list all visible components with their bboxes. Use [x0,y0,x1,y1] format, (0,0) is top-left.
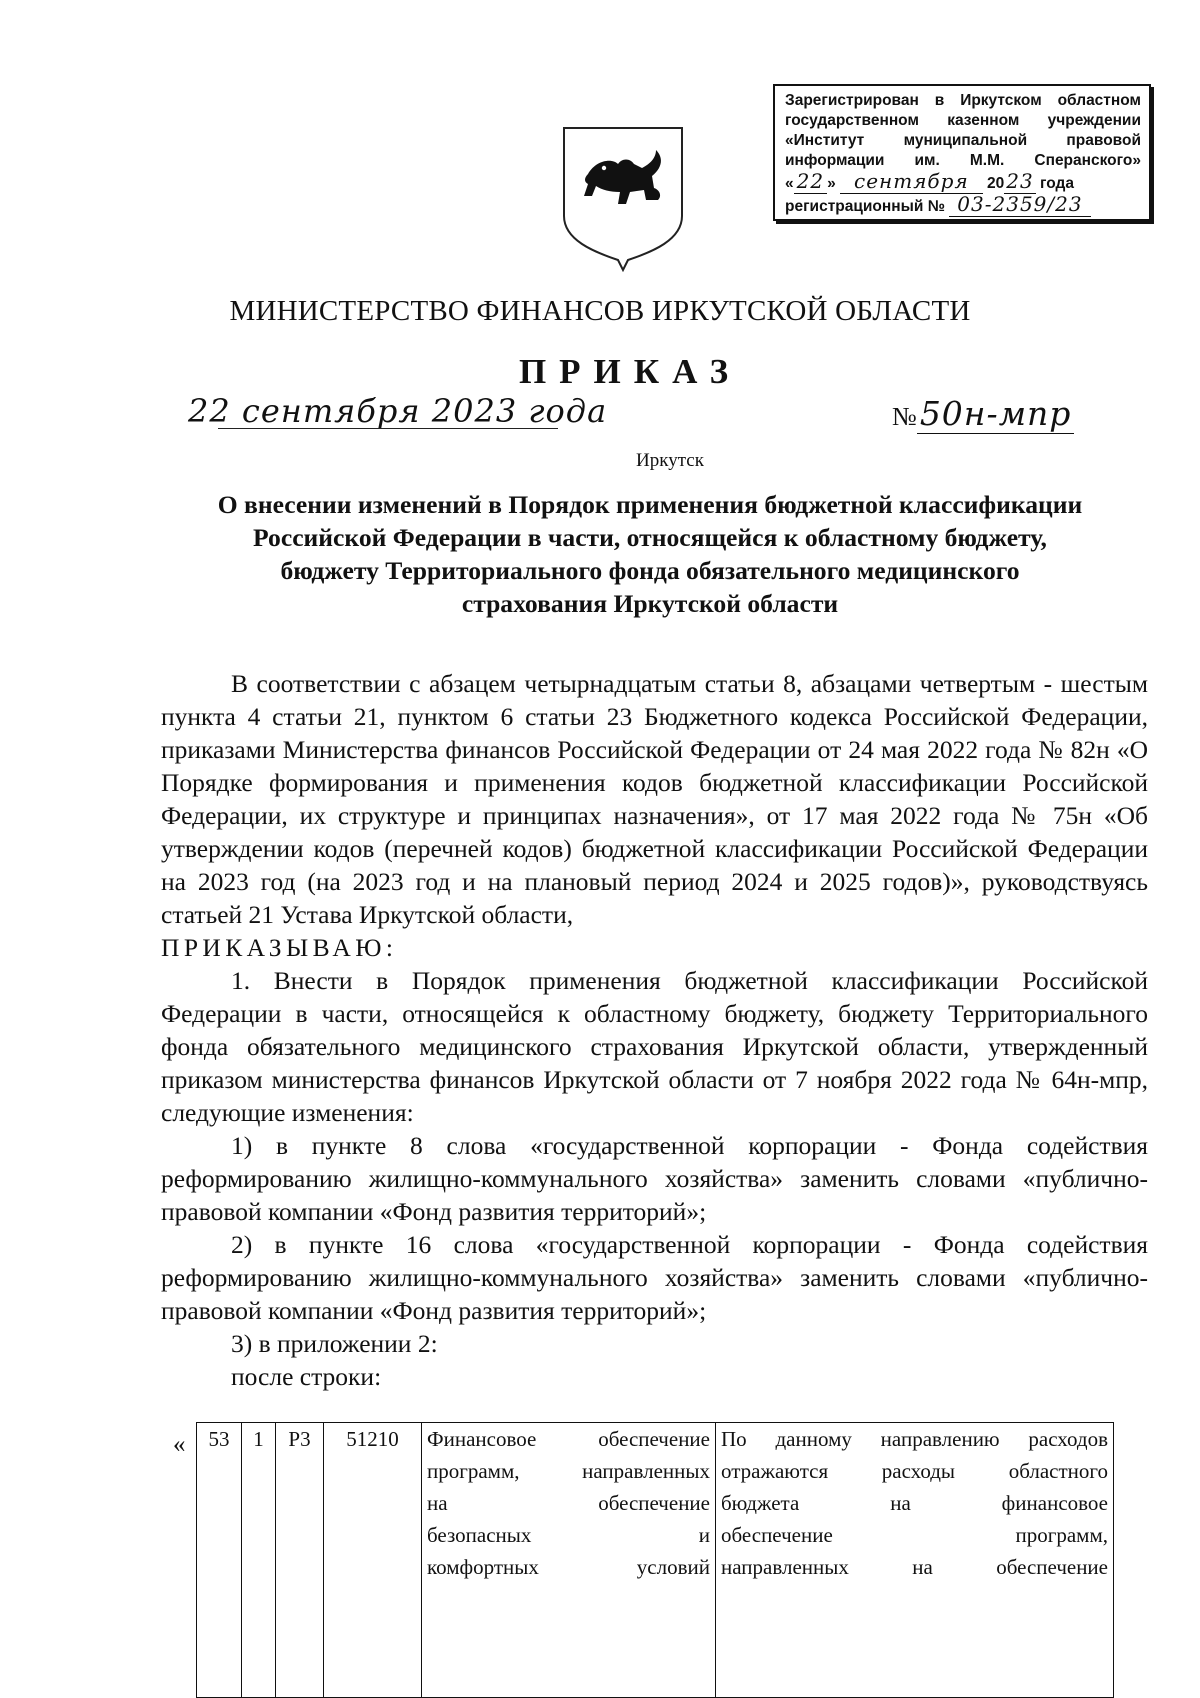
description-line: отражаются расходы областного [721,1459,1108,1483]
item-1-paragraph: 1. Внести в Порядок применения бюджетной классификации Российской Федерации в части, относящейся к областному бюджету, бюджету Территориального фонда обязательного медицинского страхования Иркутской области, утвержденный приказом министерства финансов Иркутской области от 7 ноября 2022 года № 64н-мпр, следующие изменения: [161,966,1148,1127]
order-date-handwritten: 22 сентября 2023 года [188,392,608,430]
ministry-name: МИНИСТЕРСТВО ФИНАНСОВ ИРКУТСКОЙ ОБЛАСТИ [229,295,971,327]
stamp-reg-label: регистрационный № [785,198,945,215]
stamp-reg-row [785,194,1141,217]
date-underline [218,428,558,429]
stamp-year-prefix: 20 [987,175,1005,192]
title-line: О внесении изменений в Порядок применения бюджетной классификации [217,490,1083,519]
table-row [197,1423,1114,1698]
order-number [892,394,1074,433]
stamp-line: Зарегистрирован в Иркутском областном [785,92,1141,109]
stamp-line: государственном казенном учреждении [785,112,1141,129]
code-cell: P3 [276,1423,324,1698]
name-line: программ, направленных [427,1459,710,1483]
coat-of-arms-emblem [560,124,686,272]
after-row-label: после строки: [231,1362,382,1391]
name-line: на обеспечение [427,1491,710,1515]
code-cell: 51210 [324,1423,422,1698]
name-line: безопасных и [427,1523,710,1547]
description-line: По данному направлению расходов [721,1427,1108,1451]
description-line: направленных на обеспечение [721,1555,1108,1579]
stamp-line: информации им. М.М. Сперанского» [785,152,1141,169]
stamp-year-suffix: 23 [1006,169,1034,193]
name-line: Финансовое обеспечение [427,1427,710,1451]
order-body [161,667,1148,1393]
classification-table [196,1422,1114,1698]
name-cell [422,1423,716,1698]
title-line: страхования Иркутской области [461,589,839,618]
name-line: комфортных условий [427,1555,710,1579]
order-number-prefix: № [892,402,917,431]
stamp-reg-number: 03-2359/23 [949,192,1090,217]
stamp-line: «Институт муниципальной правовой [785,132,1141,149]
description-line: обеспечение программ, [721,1523,1108,1547]
registration-stamp [773,84,1151,221]
subitem-3-paragraph: 3) в приложении 2: [231,1329,438,1358]
code-cell: 1 [242,1423,276,1698]
stamp-year-word: года [1040,175,1074,192]
document-type: ПРИКАЗ [518,352,742,391]
preamble-paragraph: В соответствии с абзацем четырнадцатым статьи 8, абзацами четвертым - шестым пункта 4 статьи 21, пунктом 6 статьи 23 Бюджетного кодекса Российской Федерации, приказами Министерства финансов Российской Федерации от 24 мая 2022 года № 82н «О Порядке формирования и применения кодов бюджетной классификации Российской Федерации, их структуре и принципах назначения», от 17 мая 2022 года № 75н «Об утверждении кодов (перечней кодов) бюджетной классификации Российской Федерации на 2023 год (на 2023 год и на плановый период 2024 и 2025 годов)», руководствуясь статьей 21 Устава Иркутской области, [161,669,1148,929]
description-cell [716,1423,1114,1698]
title-line: бюджету Территориального фонда обязательного медицинского [280,556,1020,585]
title-line: Российской Федерации в части, относящейся к областному бюджету, [253,523,1047,552]
description-line: бюджета на финансовое [721,1491,1108,1515]
subitem-1-paragraph: 1) в пункте 8 слова «государственной корпорации - Фонда содействия реформированию жилищно-коммунального хозяйства» заменить словами «публично-правовой компании «Фонд развития территорий»; [161,1131,1148,1226]
order-title [150,488,1150,620]
order-number-handwritten: 50н-мпр [917,394,1075,434]
stamp-month: сентября [840,169,983,194]
order-date [188,392,607,430]
city: Иркутск [636,450,704,471]
decree-word: ПРИКАЗЫВАЮ: [161,933,398,962]
subitem-2-paragraph: 2) в пункте 16 слова «государственной корпорации - Фонда содействия реформированию жилищно-коммунального хозяйства» заменить словами «публично-правовой компании «Фонд развития территорий»; [161,1230,1148,1325]
stamp-day: 22 [794,169,827,194]
code-cell: 53 [197,1423,242,1698]
table-open-quote: « [173,1431,186,1458]
stamp-date-row: « 22 » сентября 20 23 года [785,169,1074,193]
